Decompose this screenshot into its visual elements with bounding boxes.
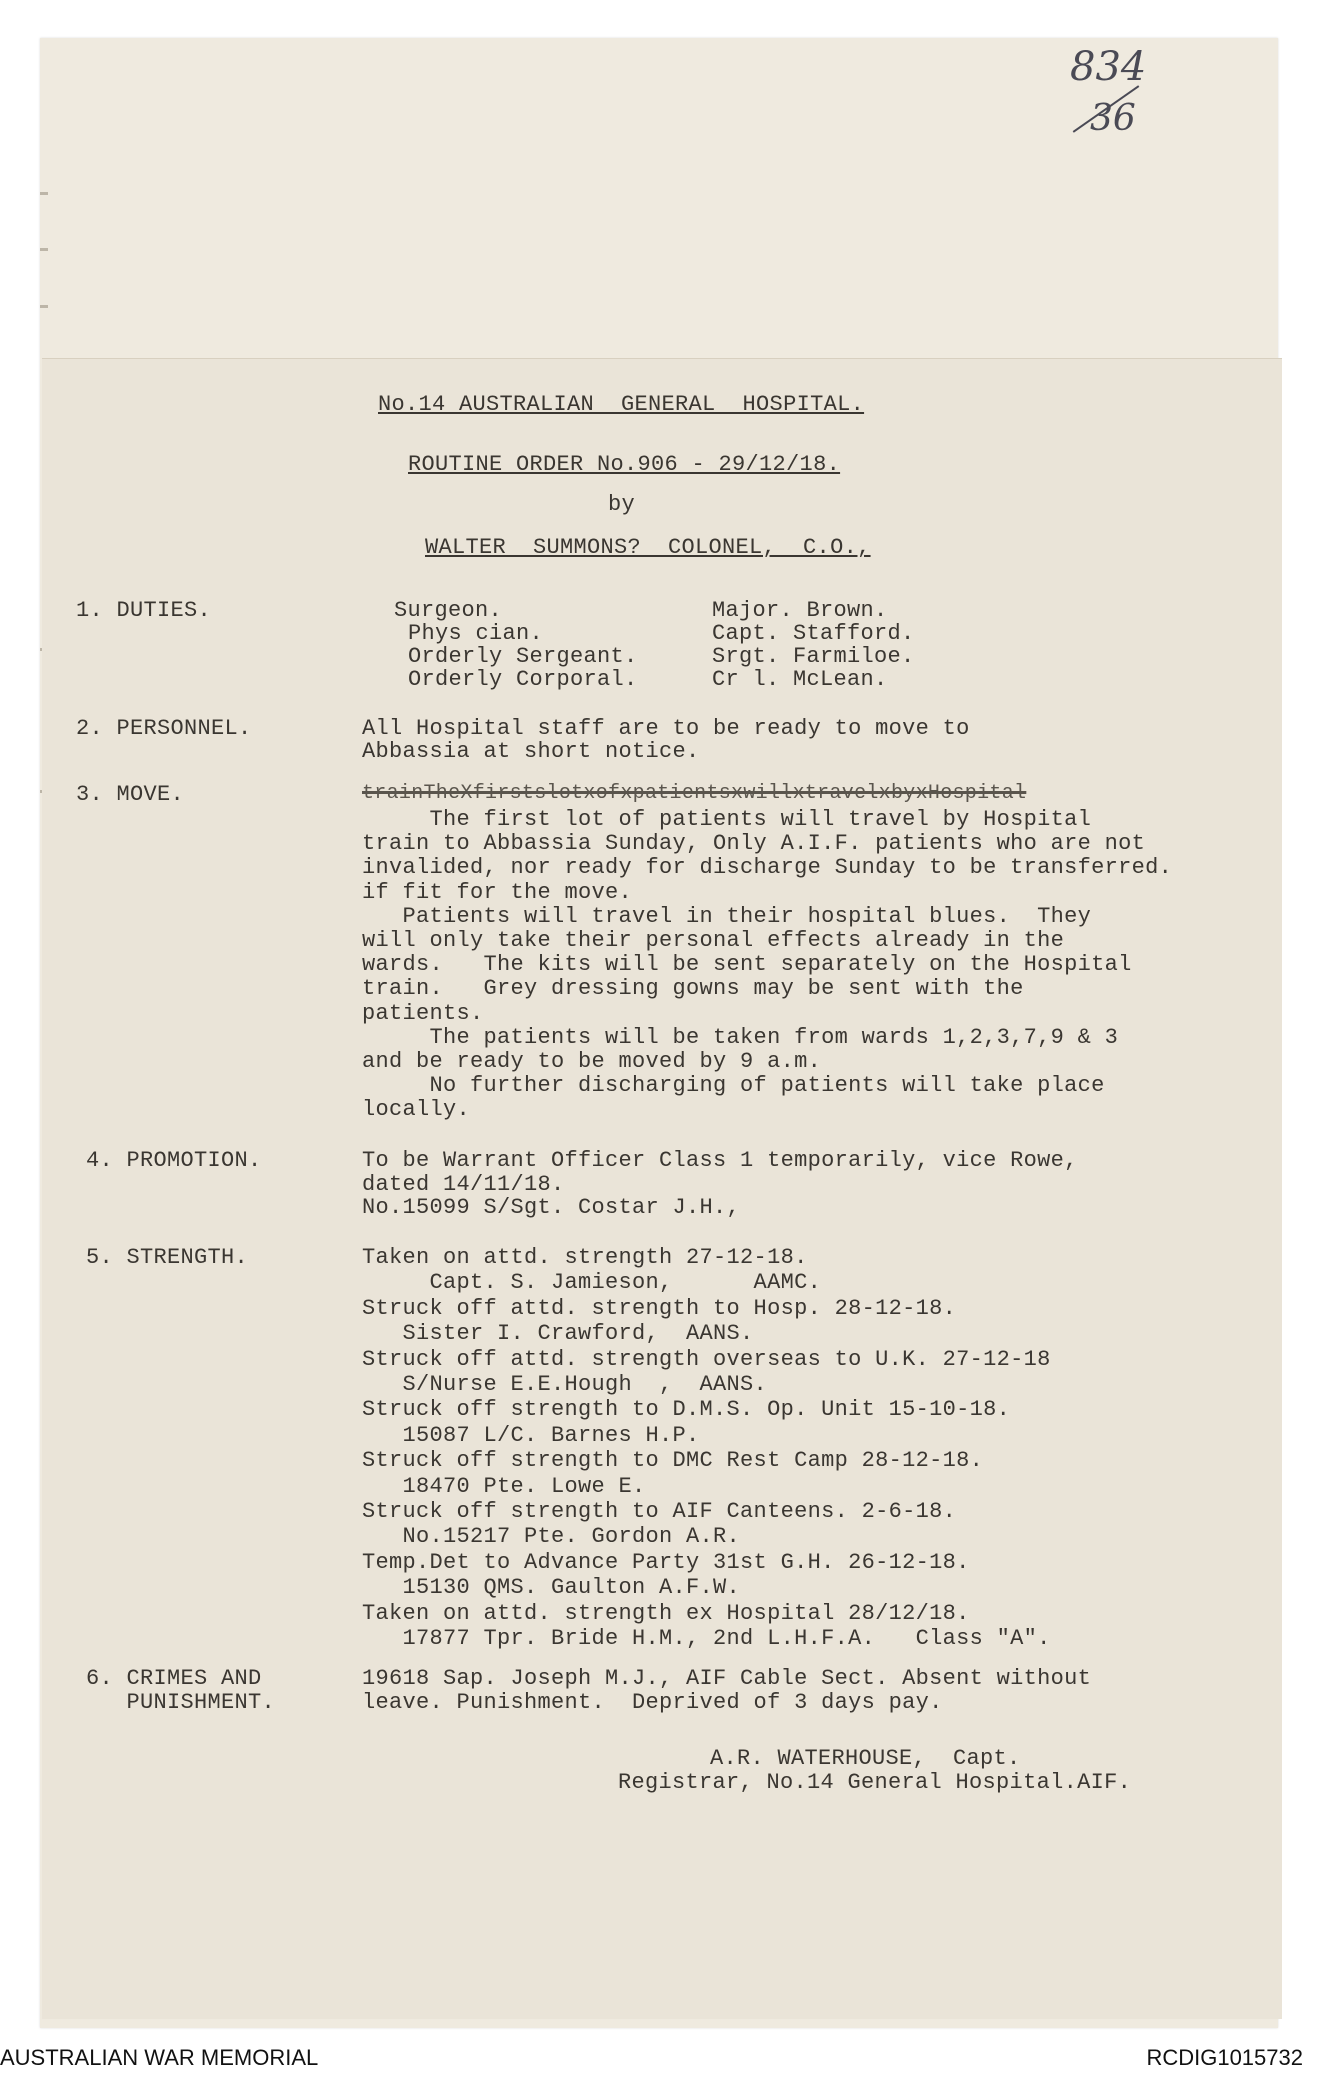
hospital-title: No.14 AUSTRALIAN GENERAL HOSPITAL. [378,392,865,417]
move-line-7: wards. The kits will be sent separately on the Hospital [362,952,1132,978]
strength-line-2: Capt. S. Jamieson, AAMC. [362,1270,822,1296]
signature-title: Registrar, No.14 General Hospital.AIF. [618,1770,1132,1795]
strength-line-13: Temp.Det to Advance Party 31st G.H. 26-12-18. [362,1549,970,1575]
strength-line-1: Taken on attd. strength 27-12-18. [362,1245,808,1270]
personnel-line-2: Abbassia at short notice. [362,739,700,764]
move-line-3: invalided, nor ready for discharge Sunday to be transferred. [362,855,1173,881]
strength-line-16: 17877 Tpr. Bride H.M., 2nd L.H.F.A. Class "A". [362,1626,1051,1651]
strength-line-12: No.15217 Pte. Gordon A.R. [362,1524,741,1550]
section-label-crimes-2: PUNISHMENT. [86,1690,276,1715]
move-line-10: The patients will be taken from wards 1,2,3,7,9 & 3 [362,1024,1119,1050]
section-label-strength: 5. STRENGTH. [86,1245,249,1270]
move-line-13: locally. [362,1097,471,1123]
section-label-crimes-1: 6. CRIMES AND [86,1666,262,1691]
duty-role-2: Phys cian. [408,621,544,646]
folio-number: 834 36 [1070,44,1147,139]
duty-name-4: Cr l. McLean. [712,667,888,692]
move-line-12: No further discharging of patients will take place [362,1073,1105,1099]
promotion-line-3: No.15099 S/Sgt. Costar J.H., [362,1195,741,1220]
move-line-1: The first lot of patients will travel by Hospital [362,807,1092,832]
move-line-8: train. Grey dressing gowns may be sent with the [362,976,1024,1002]
section-label-personnel: 2. PERSONNEL. [76,716,252,741]
strength-line-4: Sister I. Crawford, AANS. [362,1321,754,1347]
move-line-2: train to Abbassia Sunday, Only A.I.F. patients who are not [362,831,1146,857]
move-struck-line: trainTheXfirstslotxofxpatientsxwillxtravelxbyxHospital [362,782,1027,805]
section-label-promotion: 4. PROMOTION. [86,1148,262,1173]
strength-line-7: Struck off strength to D.M.S. Op. Unit 15-10-18. [362,1397,1011,1423]
footer-archive: AUSTRALIAN WAR MEMORIAL [0,2045,319,2070]
personnel-line-1: All Hospital staff are to be ready to move to [362,716,970,741]
by-line: by [608,492,636,517]
crimes-line-1: 19618 Sap. Joseph M.J., AIF Cable Sect. Absent without [362,1666,1092,1691]
move-line-4: if fit for the move. [362,879,633,905]
routine-order-title: ROUTINE ORDER No.906 - 29/12/18. [408,452,841,477]
strength-line-8: 15087 L/C. Barnes H.P. [362,1422,700,1448]
duty-name-3: Srgt. Farmiloe. [712,644,915,669]
commander-line: WALTER SUMMONS? COLONEL, C.O., [425,535,871,560]
strength-line-3: Struck off attd. strength to Hosp. 28-12-18. [362,1295,957,1321]
strength-line-11: Struck off strength to AIF Canteens. 2-6-18. [362,1499,957,1524]
move-line-9: patients. [362,1000,484,1026]
strength-line-9: Struck off strength to DMC Rest Camp 28-12-18. [362,1448,984,1474]
crimes-line-2: leave. Punishment. Deprived of 3 days pay. [362,1690,943,1715]
move-line-11: and be ready to be moved by 9 a.m. [362,1049,822,1074]
section-label-duties: 1. DUTIES. [76,598,212,623]
promotion-line-2: dated 14/11/18. [362,1172,565,1197]
duty-role-3: Orderly Sergeant. [408,644,638,669]
signature-name: A.R. WATERHOUSE, Capt. [710,1746,1021,1771]
strength-line-10: 18470 Pte. Lowe E. [362,1473,646,1499]
strength-line-6: S/Nurse E.E.Hough , AANS. [362,1372,768,1397]
promotion-line-1: To be Warrant Officer Class 1 temporarily, vice Rowe, [362,1148,1078,1173]
duty-role-1: Surgeon. [394,598,503,623]
strength-line-5: Struck off attd. strength overseas to U.K. 27-12-18 [362,1346,1051,1372]
strength-line-15: Taken on attd. strength ex Hospital 28/12/18. [362,1600,970,1626]
strength-line-14: 15130 QMS. Gaulton A.F.W. [362,1575,741,1601]
move-line-5: Patients will travel in their hospital blues. They [362,903,1092,929]
duty-role-4: Orderly Corporal. [408,667,638,692]
section-label-move: 3. MOVE. [76,782,185,807]
move-line-6: will only take their personal effects already in the [362,928,1065,953]
duty-name-1: Major. Brown. [712,598,888,623]
footer-id: RCDIG1015732 [1146,2045,1303,2070]
duty-name-2: Capt. Stafford. [712,621,915,646]
